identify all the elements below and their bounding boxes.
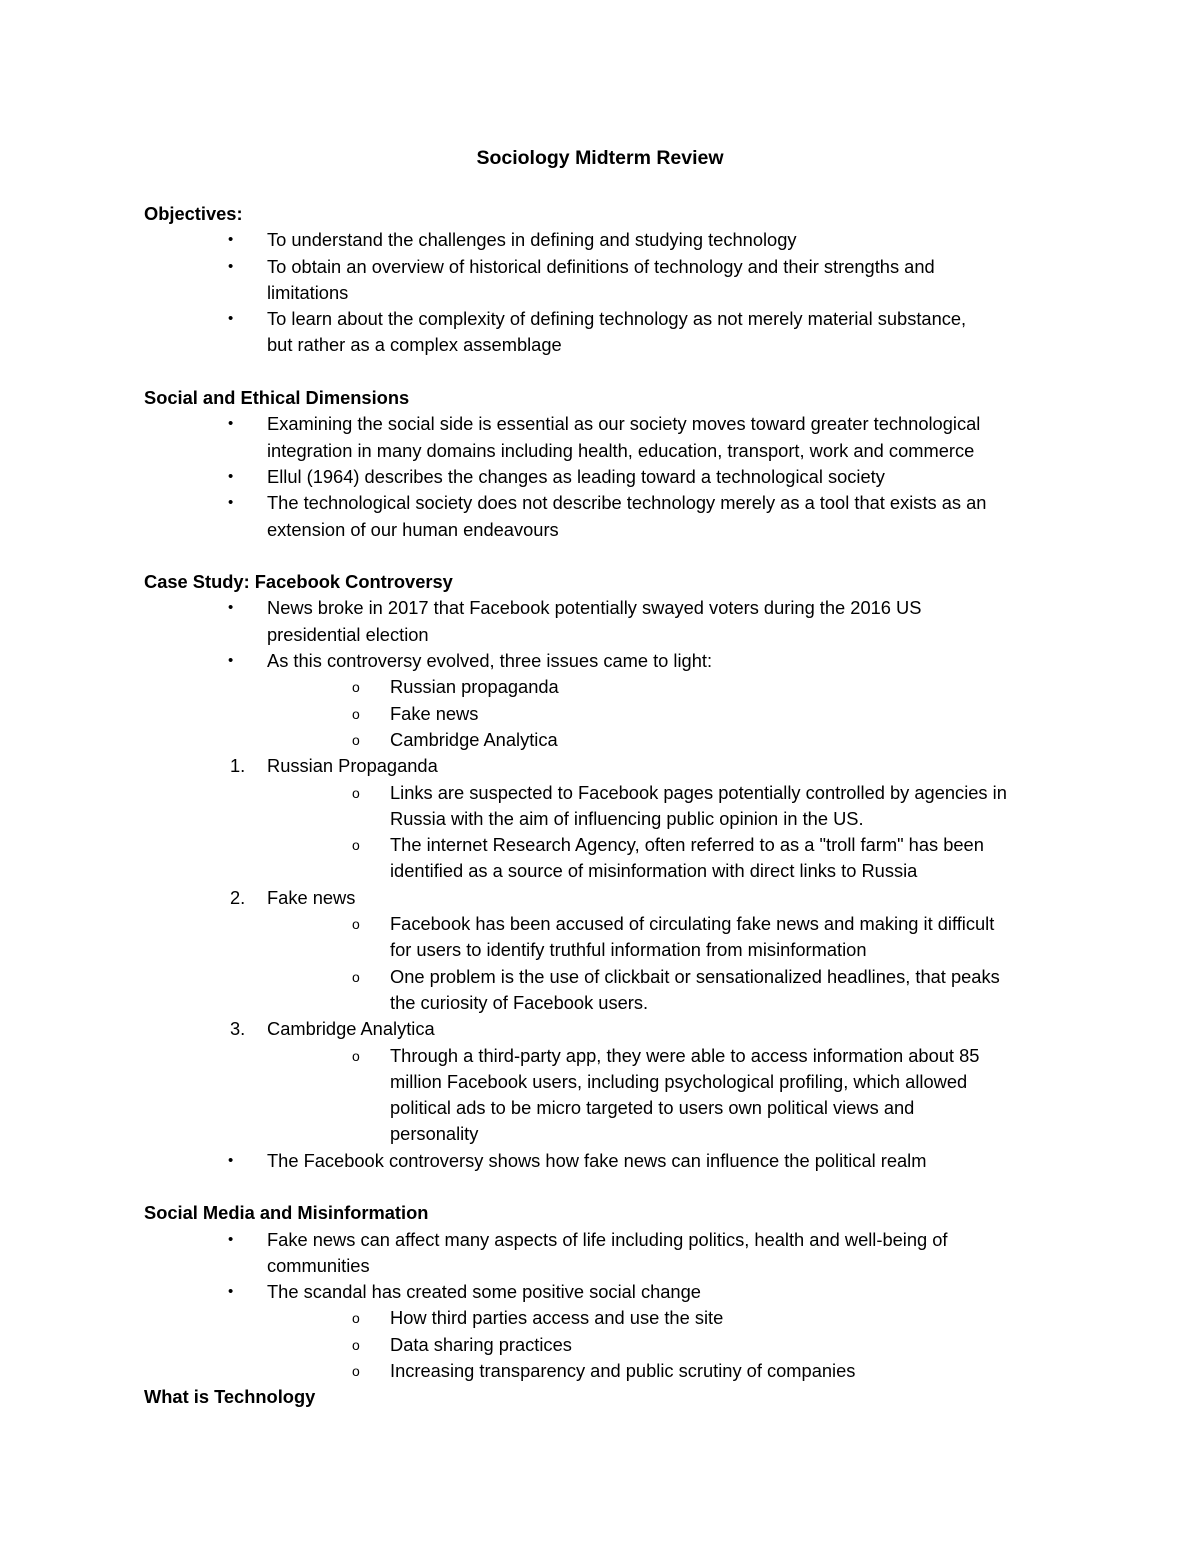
social-ethical-item (144, 517, 1064, 543)
numbered-sub-item-text: Through a third-party app, they were able to access information about 85 (390, 1044, 980, 1066)
social-media-item (144, 1253, 1064, 1279)
circle-marker: o (352, 1363, 360, 1380)
issue-item-text: Russian propaganda (390, 676, 559, 698)
numbered-sub-item-text: Links are suspected to Facebook pages potentially controlled by agencies in (390, 781, 1007, 803)
social-media-item-text: The scandal has created some positive social change (267, 1281, 701, 1303)
objective-item (144, 227, 1064, 253)
numbered-sub-item (144, 780, 1064, 806)
spacer (144, 359, 1064, 385)
circle-marker: o (352, 705, 360, 722)
bullet-marker: • (228, 1151, 234, 1169)
numbered-sub-item (144, 1121, 1064, 1147)
social-media-item-text: Fake news can affect many aspects of life including politics, health and well-being of (267, 1228, 948, 1250)
numbered-item-text: Russian Propaganda (267, 755, 438, 777)
numbered-sub-item-text: The internet Research Agency, often referred to as a "troll farm" has been (390, 834, 984, 856)
objective-item (144, 280, 1064, 306)
numbered-sub-item (144, 1069, 1064, 1095)
social-ethical-item-text: integration in many domains including health, education, transport, work and commerce (267, 439, 975, 461)
bullet-marker: • (228, 415, 234, 433)
social-ethical-item-text: Ellul (1964) describes the changes as leading toward a technological society (267, 465, 885, 487)
numbered-item-text: Fake news (267, 886, 356, 908)
social-media-item (144, 1227, 1064, 1253)
numbered-sub-item (144, 1095, 1064, 1121)
objective-item-text: To obtain an overview of historical definitions of technology and their strengths and (267, 255, 935, 277)
bullet-marker: • (228, 231, 234, 249)
document-body (144, 201, 1064, 1411)
bullet-marker: • (228, 652, 234, 670)
issue-item-text: Cambridge Analytica (390, 728, 558, 750)
objective-item-text: To learn about the complexity of defining technology as not merely material substance, (267, 308, 967, 330)
circle-marker: o (352, 1047, 360, 1064)
numbered-sub-item-text: identified as a source of misinformation with direct links to Russia (390, 860, 918, 882)
numbered-sub-item-text: Facebook has been accused of circulating fake news and making it difficult (390, 913, 995, 935)
numbered-sub-item-text: Russia with the aim of influencing public opinion in the US. (390, 807, 864, 829)
circle-marker: o (352, 1336, 360, 1353)
numbered-sub-item (144, 964, 1064, 990)
social-ethical-item (144, 438, 1064, 464)
bullet-marker: • (228, 494, 234, 512)
circle-marker: o (352, 784, 360, 801)
case-study-item-text: News broke in 2017 that Facebook potentially swayed voters during the 2016 US (267, 597, 922, 619)
bullet-marker: • (228, 467, 234, 485)
case-study-item (144, 622, 1064, 648)
objective-item-text: but rather as a complex assemblage (267, 334, 562, 356)
social-media-sub-item (144, 1332, 1064, 1358)
objective-item (144, 306, 1064, 332)
number-marker: 1. (230, 755, 246, 777)
social-ethical-item (144, 490, 1064, 516)
social-media-sub-item (144, 1305, 1064, 1331)
numbered-sub-item-text: the curiosity of Facebook users. (390, 991, 649, 1013)
numbered-sub-item (144, 990, 1064, 1016)
numbered-sub-item-text: million Facebook users, including psychological profiling, which allowed (390, 1070, 968, 1092)
case-study-closing (144, 1148, 1064, 1174)
case-study-item-text: As this controversy evolved, three issues came to light: (267, 650, 713, 672)
numbered-sub-item-text: political ads to be micro targeted to users own political views and (390, 1097, 915, 1119)
circle-marker: o (352, 731, 360, 748)
bullet-marker: • (228, 599, 234, 617)
section-heading-social-media: Social Media and Misinformation (144, 1202, 429, 1224)
case-study-item (144, 648, 1064, 674)
circle-marker: o (352, 916, 360, 933)
numbered-sub-item-text: personality (390, 1123, 479, 1145)
numbered-item (144, 885, 1064, 911)
spacer (144, 543, 1064, 569)
number-marker: 2. (230, 886, 246, 908)
social-ethical-item-text: Examining the social side is essential as our society moves toward greater technological (267, 413, 981, 435)
issue-item-text: Fake news (390, 702, 479, 724)
number-marker: 3. (230, 1018, 246, 1040)
social-media-item (144, 1279, 1064, 1305)
page-title: Sociology Midterm Review (476, 147, 724, 169)
numbered-sub-item (144, 1043, 1064, 1069)
social-media-sub-item-text: Increasing transparency and public scrutiny of companies (390, 1360, 856, 1382)
bullet-marker: • (228, 1283, 234, 1301)
social-media-sub-item-text: Data sharing practices (390, 1333, 572, 1355)
circle-marker: o (352, 837, 360, 854)
case-study-closing-text: The Facebook controversy shows how fake news can influence the political realm (267, 1149, 927, 1171)
numbered-sub-item (144, 832, 1064, 858)
spacer (144, 1174, 1064, 1200)
numbered-item (144, 753, 1064, 779)
circle-marker: o (352, 679, 360, 696)
objective-item (144, 254, 1064, 280)
numbered-item (144, 1016, 1064, 1042)
section-heading-objectives: Objectives: (144, 203, 243, 224)
social-media-sub-item-text: How third parties access and use the site (390, 1307, 724, 1329)
numbered-sub-item-text: One problem is the use of clickbait or sensationalized headlines, that peaks (390, 965, 1000, 987)
issue-item (144, 701, 1064, 727)
section-heading-what-is-technology: What is Technology (144, 1386, 316, 1408)
social-ethical-item-text: The technological society does not describe technology merely as a tool that exists as an (267, 492, 987, 514)
numbered-sub-item (144, 858, 1064, 884)
bullet-marker: • (228, 310, 234, 328)
objective-item-text: limitations (267, 281, 349, 303)
case-study-item (144, 595, 1064, 621)
objective-item-text: To understand the challenges in defining and studying technology (267, 229, 797, 251)
objective-item (144, 332, 1064, 358)
bullet-marker: • (228, 1230, 234, 1248)
numbered-sub-item (144, 911, 1064, 937)
numbered-sub-item (144, 806, 1064, 832)
section-heading-case-study: Case Study: Facebook Controversy (144, 571, 453, 593)
social-media-sub-item (144, 1358, 1064, 1384)
social-ethical-item (144, 464, 1064, 490)
circle-marker: o (352, 968, 360, 985)
social-ethical-item-text: extension of our human endeavours (267, 518, 559, 540)
numbered-sub-item (144, 937, 1064, 963)
circle-marker: o (352, 1310, 360, 1327)
case-study-item-text: presidential election (267, 623, 429, 645)
section-heading-social-ethical: Social and Ethical Dimensions (144, 387, 410, 409)
bullet-marker: • (228, 257, 234, 275)
social-ethical-item (144, 411, 1064, 437)
social-media-item-text: communities (267, 1254, 370, 1276)
issue-item (144, 674, 1064, 700)
issue-item (144, 727, 1064, 753)
numbered-item-text: Cambridge Analytica (267, 1018, 435, 1040)
numbered-sub-item-text: for users to identify truthful information from misinformation (390, 939, 867, 961)
